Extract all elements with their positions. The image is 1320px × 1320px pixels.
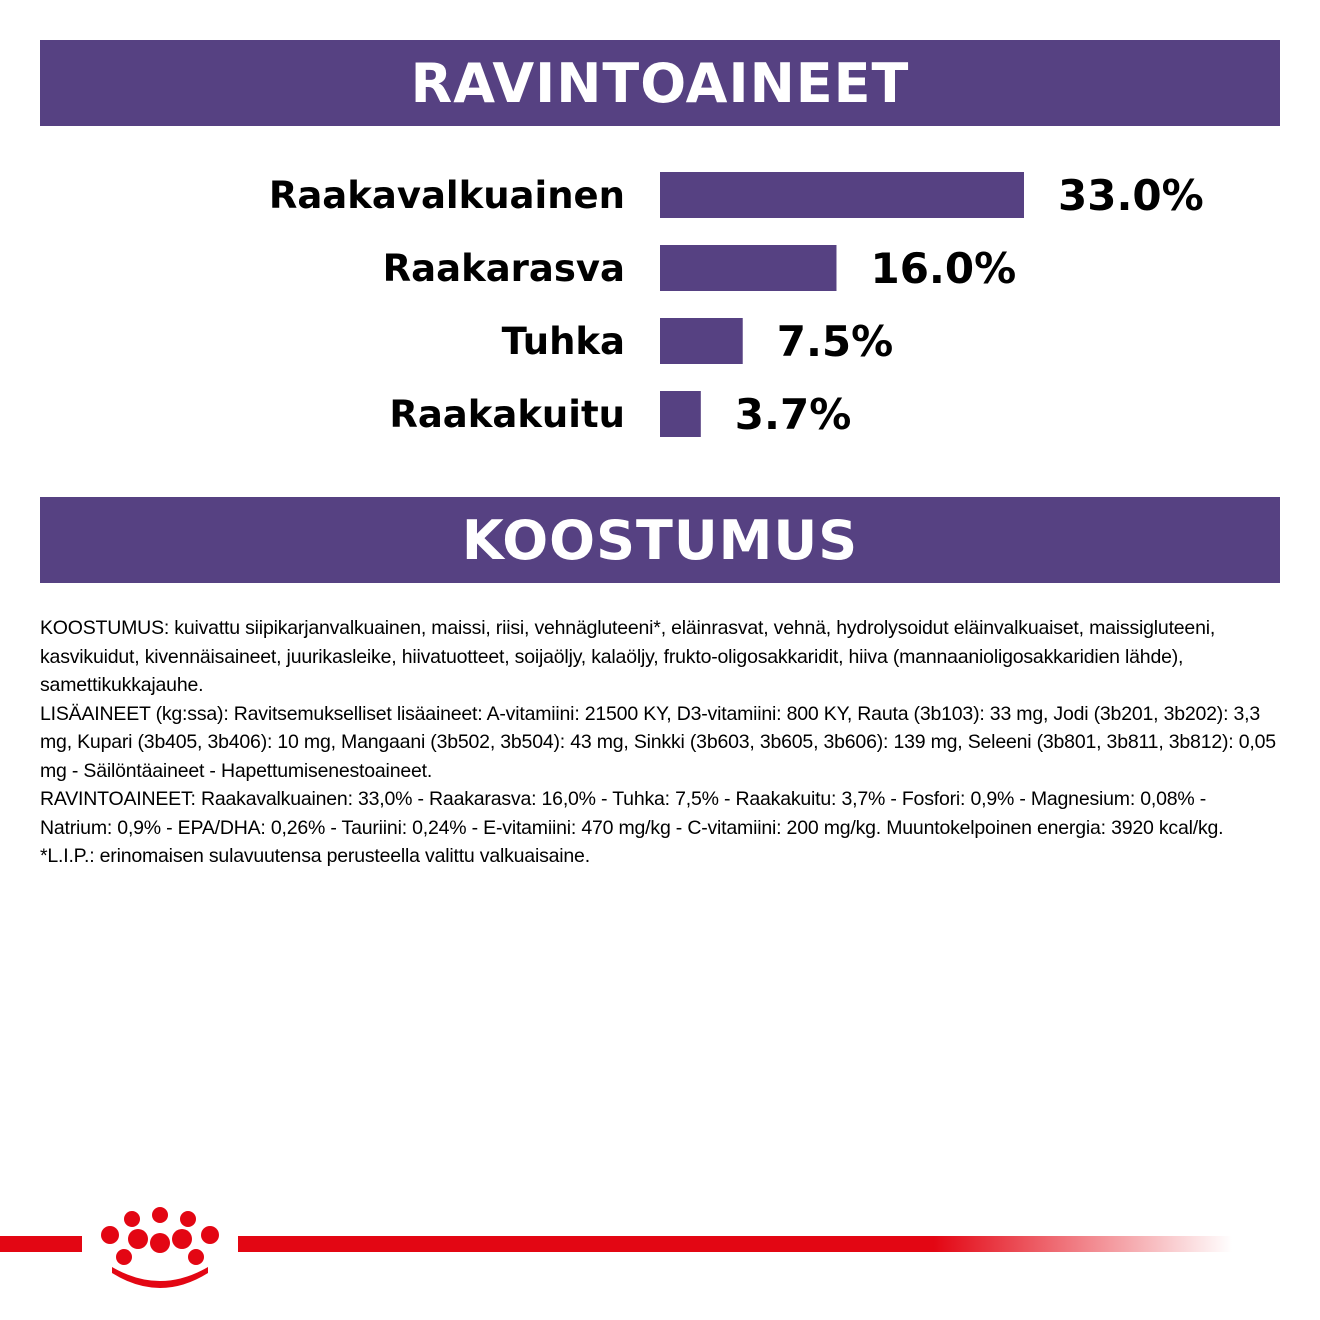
bar bbox=[660, 391, 701, 437]
composition-banner bbox=[40, 497, 1280, 583]
category-label: Raakakuitu bbox=[389, 393, 625, 436]
footnote-paragraph: *L.I.P.: erinomaisen sulavuutensa perusteella valittu valkuaisaine. bbox=[40, 845, 590, 867]
bar bbox=[660, 172, 1024, 218]
category-label: Raakarasva bbox=[382, 247, 625, 290]
nutrients-paragraph: RAVINTOAINEET: Raakavalkuainen: 33,0% - Raakarasva: 16,0% - Tuhka: 7,5% - Raakakuitu: 3,7% - Fosfori: 0,9% - Magnesium: 0,08% - Natrium: 0,9% - EPA/DHA: 0,26% - Tauriini: 0,24% - E-vitamiini: 470 mg/kg - C-vitamiini: 200 mg/kg. Muuntokelpoinen energia: 3920 kcal/kg. bbox=[40, 788, 1224, 839]
stripe-left bbox=[0, 1236, 82, 1252]
stripe-right bbox=[238, 1236, 1232, 1252]
nutrients-banner bbox=[40, 40, 1280, 126]
composition-paragraph: KOOSTUMUS: kuivattu siipikarjanvalkuainen, maissi, riisi, vehnägluteeni*, eläinrasvat, vehnä, hydrolysoidut eläinvalkuaiset, maissigluteeni, kasvikuidut, kivennäisaineet, juurikasleike, hiivatuotteet, soijaöljy, kalaöljy, frukto-oligosakkaridit, hiiva (mannaanioligosakkaridien lähde), samettikukkajauhe. bbox=[40, 617, 1216, 696]
crown-icon bbox=[101, 1207, 219, 1288]
category-label: Raakavalkuainen bbox=[268, 174, 625, 217]
category-label: Tuhka bbox=[501, 320, 625, 363]
additives-paragraph: LISÄAINEET (kg:ssa): Ravitsemukselliset lisäaineet: A-vitamiini: 21500 KY, D3-vitamiini: 800 KY, Rauta (3b103): 33 mg, Jodi (3b201, 3b202): 3,3 mg, Kupari (3b405, 3b406): 10 mg, Mangaani (3b502, 3b504): 43 mg, Sinkki (3b603, 3b605, 3b606): 139 mg, Seleeni (3b801, 3b811, 3b812): 0,05 mg - Säilöntäaineet - Hapettumisenestoaineet. bbox=[40, 702, 1276, 782]
composition-title: KOOSTUMUS bbox=[461, 508, 859, 572]
brand-strip bbox=[0, 1195, 1320, 1305]
value-label: 16.0% bbox=[870, 244, 1017, 293]
bar bbox=[660, 318, 743, 364]
value-label: 3.7% bbox=[734, 390, 852, 439]
nutrients-title: RAVINTOAINEET bbox=[410, 51, 910, 115]
composition-text bbox=[40, 614, 1280, 871]
nutrient-bar-chart bbox=[0, 150, 1320, 470]
value-label: 33.0% bbox=[1058, 171, 1204, 220]
value-label: 7.5% bbox=[776, 317, 894, 366]
bar bbox=[660, 245, 836, 291]
